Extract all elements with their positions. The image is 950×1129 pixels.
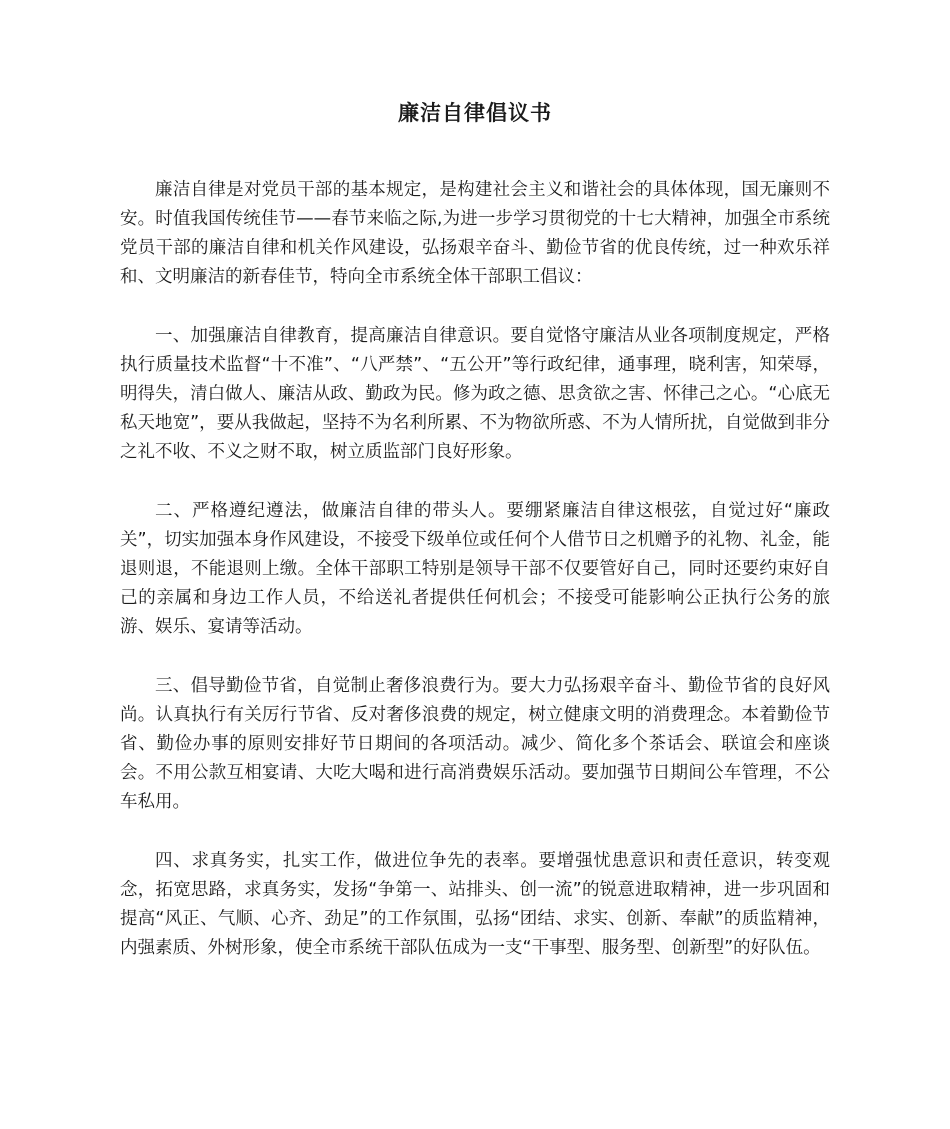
paragraph-item-4: 四、求真务实，扎实工作，做进位争先的表率。要增强忧患意识和责任意识，转变观念，拓宽思路，求真务实，发扬“争第一、站排头、创一流”的锐意进取精神，进一步巩固和提高“风正、气顺、心齐、劲足”的工作氛围，弘扬“团结、求实、创新、奉献”的质监精神，内强素质、外树形象，使全市系统干部队伍成为一支“干事型、服务型、创新型”的好队伍。	[120, 851, 830, 958]
paragraph-item-1: 一、加强廉洁自律教育，提高廉洁自律意识。要自觉恪守廉洁从业各项制度规定，严格执行质量技术监督“十不准”、“八严禁”、“五公开”等行政纪律，通事理，晓利害，知荣辱，明得失，清白做人、廉洁从政、勤政为民。修为政之德、思贪欲之害、怀律己之心。“心底无私天地宽”，要从我做起，坚持不为名利所累、不为物欲所惑、不为人情所扰，自觉做到非分之礼不收、不义之财不取，树立质监部门良好形象。	[120, 326, 830, 462]
document-title: 廉洁自律倡议书	[398, 101, 552, 125]
paragraph-item-2: 二、严格遵纪遵法，做廉洁自律的带头人。要绷紧廉洁自律这根弦，自觉过好“廉政关”，切实加强本身作风建设，不接受下级单位或任何个人借节日之机赠予的礼物、礼金，能退则退，不能退则上缴。全体干部职工特别是领导干部不仅要管好自己，同时还要约束好自己的亲属和身边工作人员，不给送礼者提供任何机会；不接受可能影响公正执行公务的旅游、娱乐、宴请等活动。	[120, 501, 830, 637]
paragraph-intro: 廉洁自律是对党员干部的基本规定，是构建社会主义和谐社会的具体体现，国无廉则不安。时值我国传统佳节——春节来临之际,为进一步学习贯彻党的十七大精神，加强全市系统党员干部的廉洁自律和机关作风建设，弘扬艰辛奋斗、勤俭节省的优良传统，过一种欢乐祥和、文明廉洁的新春佳节，特向全市系统全体干部职工倡议：	[120, 180, 830, 287]
paragraph-item-3: 三、倡导勤俭节省，自觉制止奢侈浪费行为。要大力弘扬艰辛奋斗、勤俭节省的良好风尚。认真执行有关厉行节省、反对奢侈浪费的规定，树立健康文明的消费理念。本着勤俭节省、勤俭办事的原则安排好节日期间的各项活动。减少、简化多个茶话会、联谊会和座谈会。不用公款互相宴请、大吃大喝和进行高消费娱乐活动。要加强节日期间公车管理，不公车私用。	[120, 676, 830, 812]
